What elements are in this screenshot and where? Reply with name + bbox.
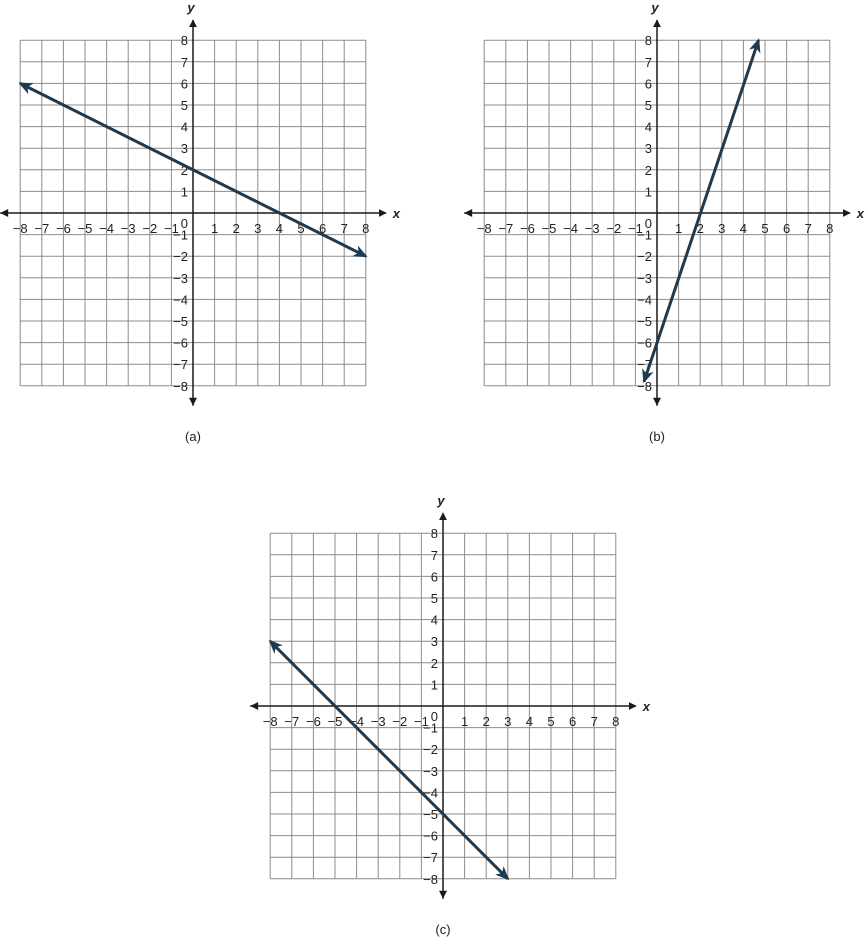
y-axis-arrow-down xyxy=(439,891,447,899)
y-tick-label: 1 xyxy=(644,184,652,200)
y-tick-label: −2 xyxy=(423,742,438,758)
y-tick-label: 8 xyxy=(430,526,438,542)
origin-label: 0 xyxy=(430,709,438,724)
y-tick-label: −4 xyxy=(423,785,438,801)
x-tick-label: 3 xyxy=(718,221,726,236)
y-tick-label: 8 xyxy=(180,33,188,49)
y-axis-label: y xyxy=(437,493,445,509)
y-tick-label: 7 xyxy=(430,547,438,563)
x-axis-label: x xyxy=(856,206,865,221)
panel-label: (b) xyxy=(649,428,665,444)
y-tick-label: 5 xyxy=(430,591,438,606)
y-tick-label: −5 xyxy=(637,314,652,329)
panel-label: (a) xyxy=(185,428,201,444)
x-tick-label: −1 xyxy=(413,714,429,729)
y-tick-label: 5 xyxy=(644,98,652,113)
x-tick-label: −5 xyxy=(77,221,93,236)
origin-label: 0 xyxy=(180,216,188,231)
x-tick-label: −2 xyxy=(392,714,408,729)
graph-panel-c xyxy=(250,493,651,937)
x-tick-label: −6 xyxy=(305,714,321,729)
y-tick-label: 3 xyxy=(644,141,652,157)
x-tick-label: 7 xyxy=(340,221,348,236)
y-tick-label: −6 xyxy=(637,335,652,351)
x-tick-label: 5 xyxy=(761,221,769,236)
y-tick-label: 1 xyxy=(180,184,188,200)
y-tick-label: −3 xyxy=(637,270,652,286)
x-tick-label: −7 xyxy=(284,714,300,729)
x-tick-label: 8 xyxy=(612,714,620,729)
y-tick-label: −2 xyxy=(637,249,652,265)
y-tick-label: 8 xyxy=(644,33,652,49)
y-tick-label: −4 xyxy=(637,292,652,308)
x-tick-label: 3 xyxy=(504,714,512,729)
x-tick-label: 4 xyxy=(525,714,534,729)
x-tick-label: −2 xyxy=(142,221,158,236)
x-tick-label: 4 xyxy=(275,221,284,236)
x-tick-label: 7 xyxy=(804,221,812,236)
x-tick-label: −7 xyxy=(34,221,50,236)
x-tick-label: −4 xyxy=(99,221,115,236)
x-tick-label: 2 xyxy=(482,714,490,729)
x-tick-label: 5 xyxy=(547,714,555,729)
y-tick-label: −3 xyxy=(423,763,438,779)
x-tick-label: 5 xyxy=(297,221,305,236)
graph-panel-a xyxy=(0,0,401,444)
x-tick-label: 6 xyxy=(318,221,327,236)
y-tick-label: 3 xyxy=(180,141,188,157)
x-axis-arrow-left xyxy=(0,209,8,217)
x-tick-label: −5 xyxy=(327,714,343,729)
y-tick-label: −1 xyxy=(423,720,438,736)
y-tick-label: 2 xyxy=(180,162,188,178)
y-tick-label: 4 xyxy=(180,119,188,135)
y-tick-label: 6 xyxy=(644,76,652,92)
x-tick-label: 3 xyxy=(254,221,262,236)
x-tick-label: −8 xyxy=(12,221,28,236)
x-tick-label: 1 xyxy=(674,221,683,236)
y-tick-label: 5 xyxy=(180,98,188,113)
y-tick-label: 7 xyxy=(644,54,652,70)
origin-label: 0 xyxy=(644,216,652,231)
y-axis-label: y xyxy=(187,0,195,16)
x-tick-label: −2 xyxy=(606,221,622,236)
y-tick-label: −1 xyxy=(173,227,188,243)
x-tick-label: 6 xyxy=(568,714,577,729)
x-tick-label: 8 xyxy=(362,221,370,236)
y-tick-label: −8 xyxy=(637,378,652,394)
y-tick-label: −2 xyxy=(173,249,188,265)
y-tick-label: −5 xyxy=(423,807,438,822)
y-tick-label: 1 xyxy=(430,677,438,693)
x-axis-label: x xyxy=(642,699,651,714)
y-tick-label: 3 xyxy=(430,634,438,650)
x-tick-label: −6 xyxy=(519,221,535,236)
y-tick-label: −8 xyxy=(423,871,438,887)
x-tick-label: −3 xyxy=(584,221,600,236)
x-tick-label: −8 xyxy=(476,221,492,236)
x-tick-label: −4 xyxy=(349,714,365,729)
y-tick-label: 6 xyxy=(180,76,188,92)
y-tick-label: −7 xyxy=(637,357,652,373)
x-axis-arrow-left xyxy=(250,702,258,710)
y-tick-label: 4 xyxy=(430,612,438,628)
x-tick-label: −4 xyxy=(563,221,579,236)
x-tick-label: 7 xyxy=(590,714,598,729)
x-tick-label: −5 xyxy=(541,221,557,236)
y-tick-label: 2 xyxy=(644,162,652,178)
y-axis-arrow-down xyxy=(189,398,197,406)
x-tick-label: −8 xyxy=(262,714,278,729)
y-tick-label: 7 xyxy=(180,54,188,70)
y-tick-label: −4 xyxy=(173,292,188,308)
y-tick-label: −5 xyxy=(173,314,188,329)
y-tick-label: 6 xyxy=(430,569,438,585)
y-tick-label: −7 xyxy=(423,850,438,866)
y-tick-label: −7 xyxy=(173,357,188,373)
x-tick-label: −3 xyxy=(370,714,386,729)
x-tick-label: −7 xyxy=(498,221,514,236)
y-tick-label: −6 xyxy=(423,828,438,844)
x-tick-label: 6 xyxy=(782,221,791,236)
y-tick-label: −6 xyxy=(173,335,188,351)
x-tick-label: 4 xyxy=(739,221,748,236)
panel-label: (c) xyxy=(435,921,451,937)
y-tick-label: −8 xyxy=(173,378,188,394)
x-axis-label: x xyxy=(392,206,401,221)
x-tick-label: −1 xyxy=(163,221,179,236)
y-tick-label: 2 xyxy=(430,655,438,671)
x-tick-label: −1 xyxy=(627,221,643,236)
x-tick-label: 8 xyxy=(826,221,834,236)
x-tick-label: 2 xyxy=(232,221,240,236)
plotted-line xyxy=(644,40,758,381)
graph-panel-b xyxy=(464,0,865,444)
y-axis-arrow-down xyxy=(653,398,661,406)
x-tick-label: −6 xyxy=(55,221,71,236)
y-tick-label: −3 xyxy=(173,270,188,286)
x-tick-label: −3 xyxy=(120,221,136,236)
x-tick-label: 1 xyxy=(210,221,219,236)
y-tick-label: 4 xyxy=(644,119,652,135)
y-tick-label: −1 xyxy=(637,227,652,243)
y-axis-label: y xyxy=(651,0,659,16)
x-axis-arrow-left xyxy=(464,209,472,217)
x-tick-label: 2 xyxy=(696,221,704,236)
x-tick-label: 1 xyxy=(460,714,469,729)
plotted-line xyxy=(270,641,508,879)
